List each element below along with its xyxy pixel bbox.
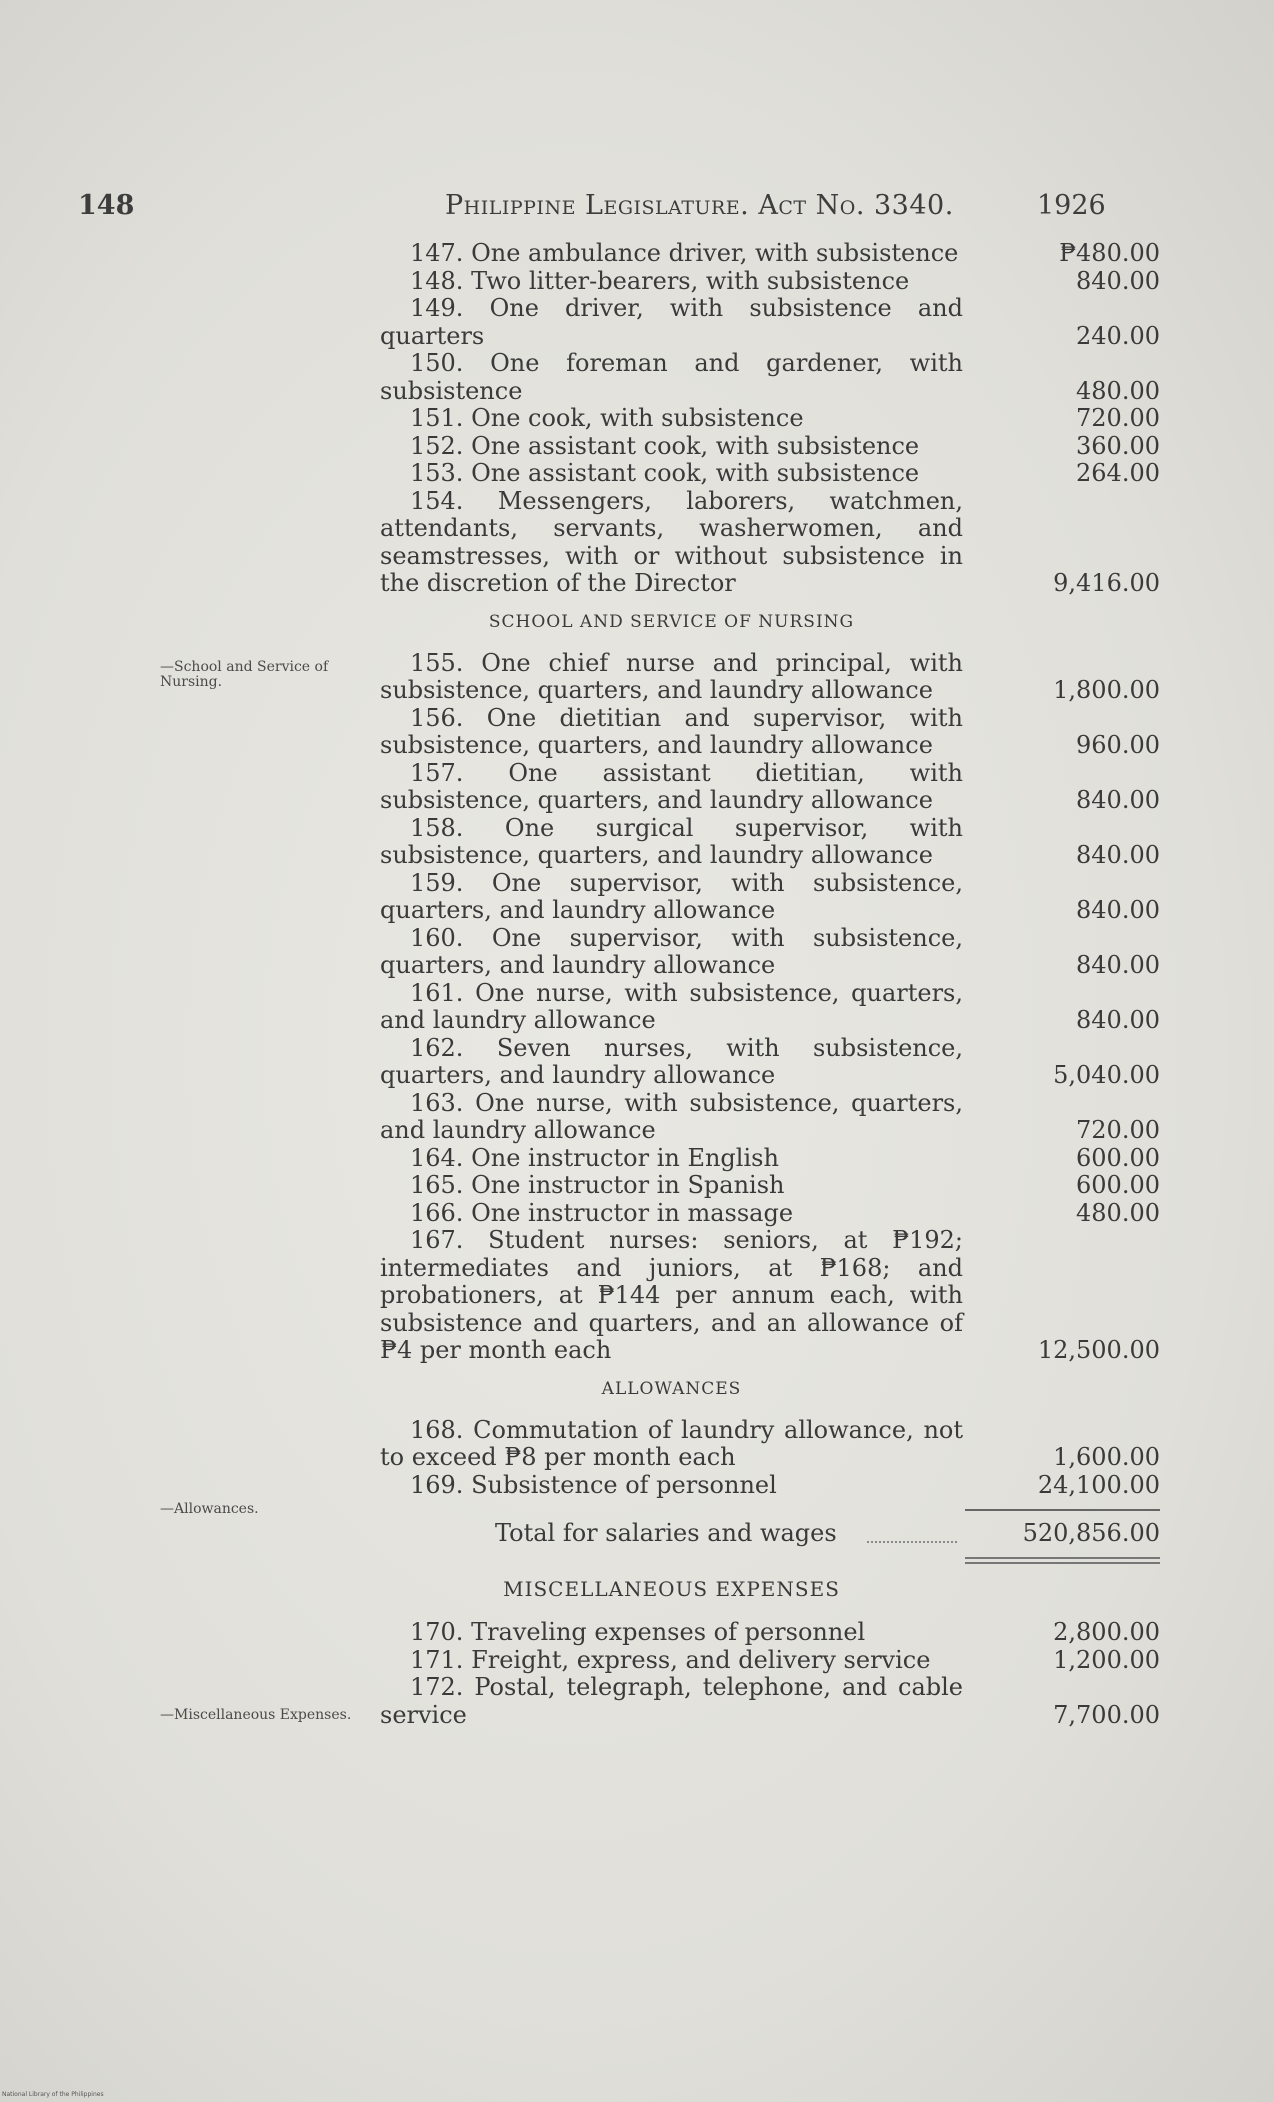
line-item-amount: 840.00 [1076,1006,1160,1034]
line-item [380,488,1160,598]
line-item [380,433,1160,461]
line-item-amount: 840.00 [1076,841,1160,869]
double-rule [380,1557,1160,1563]
line-item [380,650,1160,705]
line-item-amount: 720.00 [1076,404,1160,432]
appropriation-column [380,240,1160,1729]
line-item [380,1035,1160,1090]
line-item [380,268,1160,296]
margin-note-nursing: —School and Service of Nursing. [160,659,329,690]
line-item-text: 161. One nurse, with subsistence, quarters, and laundry allowance [380,978,963,1034]
line-item [380,1674,1160,1729]
entries-group-b [380,650,1160,1365]
line-item [380,1472,1160,1500]
section-heading-nursing: SCHOOL AND SERVICE OF NURSING [488,611,855,632]
line-item [380,1417,1160,1472]
line-item [380,405,1160,433]
line-item-text: 162. Seven nurses, with subsistence, quarters, and laundry allowance [380,1033,963,1089]
line-item [380,870,1160,925]
margin-note-allowances: —Allowances. [160,1501,259,1517]
line-item-text: 166. One instructor in massage [410,1198,794,1227]
line-item-amount: 720.00 [1076,1116,1160,1144]
line-item [380,1145,1160,1173]
line-item [380,295,1160,350]
section-heading-allowances: ALLOWANCES [601,1378,742,1399]
entries-group-c [380,1417,1160,1500]
line-item-text: 170. Traveling expenses of personnel [410,1618,866,1646]
line-item-text: 149. One driver, with subsistence and quarters [380,294,963,350]
section-heading-misc: MISCELLANEOUS EXPENSES [503,1577,840,1601]
line-item-amount: 12,500.00 [1037,1336,1160,1364]
line-item-amount: 264.00 [1076,459,1160,487]
line-item [380,760,1160,815]
line-item-text: 151. One cook, with subsistence [410,404,804,432]
line-item [380,1619,1160,1647]
entries-group-a [380,240,1160,598]
line-item-amount: 1,600.00 [1053,1443,1160,1471]
line-item-text: 172. Postal, telegraph, telephone, and cable service [380,1673,963,1729]
line-item [380,1647,1160,1675]
total-leader-dots [867,1541,957,1543]
page-number: 148 [78,190,135,221]
line-item-text: 157. One assistant dietitian, with subsistence, quarters, and laundry allowance [380,758,963,814]
header-year: 1926 [1037,190,1106,221]
line-item-amount: 240.00 [1076,321,1160,350]
line-item-text: 154. Messengers, laborers, watchmen, attendants, servants, washerwomen, and seamstresses, with or without subsistence in the discretion of the Director [380,486,963,597]
entries-group-d [380,1619,1160,1729]
line-item-amount: 1,800.00 [1053,676,1160,704]
line-item [380,815,1160,870]
total-row [380,1509,1160,1549]
line-item-amount: 360.00 [1076,431,1160,460]
line-item-amount: 7,700.00 [1053,1700,1160,1729]
line-item-text: 158. One surgical supervisor, with subsistence, quarters, and laundry allowance [380,813,963,869]
line-item-amount: 600.00 [1076,1143,1160,1172]
line-item [380,705,1160,760]
line-item [380,240,1160,268]
line-item [380,980,1160,1035]
line-item [380,1172,1160,1200]
line-item-text: 156. One dietitian and supervisor, with subsistence, quarters, and laundry allowance [380,703,963,759]
line-item-text: 152. One assistant cook, with subsistence [410,431,920,460]
line-item-text: 159. One supervisor, with subsistence, quarters, and laundry allowance [380,868,963,924]
margin-note-misc: —Miscellaneous Expenses. [160,1707,352,1723]
line-item-amount: 840.00 [1076,786,1160,814]
line-item-text: 163. One nurse, with subsistence, quarters, and laundry allowance [380,1088,963,1144]
line-item-amount: 5,040.00 [1053,1061,1160,1089]
line-item-text: 153. One assistant cook, with subsistence [410,459,920,487]
line-item [380,1200,1160,1228]
line-item-amount: 9,416.00 [1053,569,1160,597]
line-item-text: 169. Subsistence of personnel [410,1470,777,1499]
line-item-amount: 480.00 [1076,376,1160,405]
line-item-amount: ₱480.00 [1059,239,1160,267]
footer-credit: National Library of the Philippines [2,2091,104,2098]
line-item-text: 155. One chief nurse and principal, with subsistence, quarters, and laundry allowance [380,648,963,704]
line-item [380,350,1160,405]
line-item-amount: 840.00 [1076,896,1160,924]
total-label: Total for salaries and wages [495,1519,837,1547]
line-item [380,460,1160,488]
line-item-text: 164. One instructor in English [410,1143,779,1172]
page-header [78,182,1158,222]
line-item-amount: 840.00 [1076,266,1160,295]
line-item-text: 147. One ambulance driver, with subsistence [410,239,959,267]
total-amount: 520,856.00 [1022,1519,1160,1547]
line-item-text: 150. One foreman and gardener, with subsistence [380,349,963,405]
line-item-text: 167. Student nurses: seniors, at ₱192; intermediates and juniors, at ₱168; and probationers, at ₱144 per annum each, with subsistence and quarters, and an allowance of ₱4 per month each [380,1226,963,1364]
line-item-amount: 480.00 [1076,1198,1160,1227]
line-item-text: 148. Two litter-bearers, with subsistence [410,266,910,295]
line-item-text: 165. One instructor in Spanish [410,1171,785,1199]
line-item-amount: 1,200.00 [1053,1645,1160,1674]
line-item-amount: 840.00 [1076,951,1160,979]
line-item-amount: 24,100.00 [1037,1470,1160,1499]
total-rule [965,1509,1160,1511]
line-item [380,1227,1160,1365]
line-item-amount: 2,800.00 [1053,1618,1160,1646]
line-item [380,925,1160,980]
line-item-text: 168. Commutation of laundry allowance, not to exceed ₱8 per month each [380,1415,963,1471]
line-item-amount: 960.00 [1076,731,1160,759]
line-item-amount: 600.00 [1076,1171,1160,1199]
line-item-text: 171. Freight, express, and delivery service [410,1645,931,1674]
line-item [380,1090,1160,1145]
running-title: Philippine Legislature. Act No. 3340. [445,190,954,221]
line-item-text: 160. One supervisor, with subsistence, quarters, and laundry allowance [380,923,963,979]
